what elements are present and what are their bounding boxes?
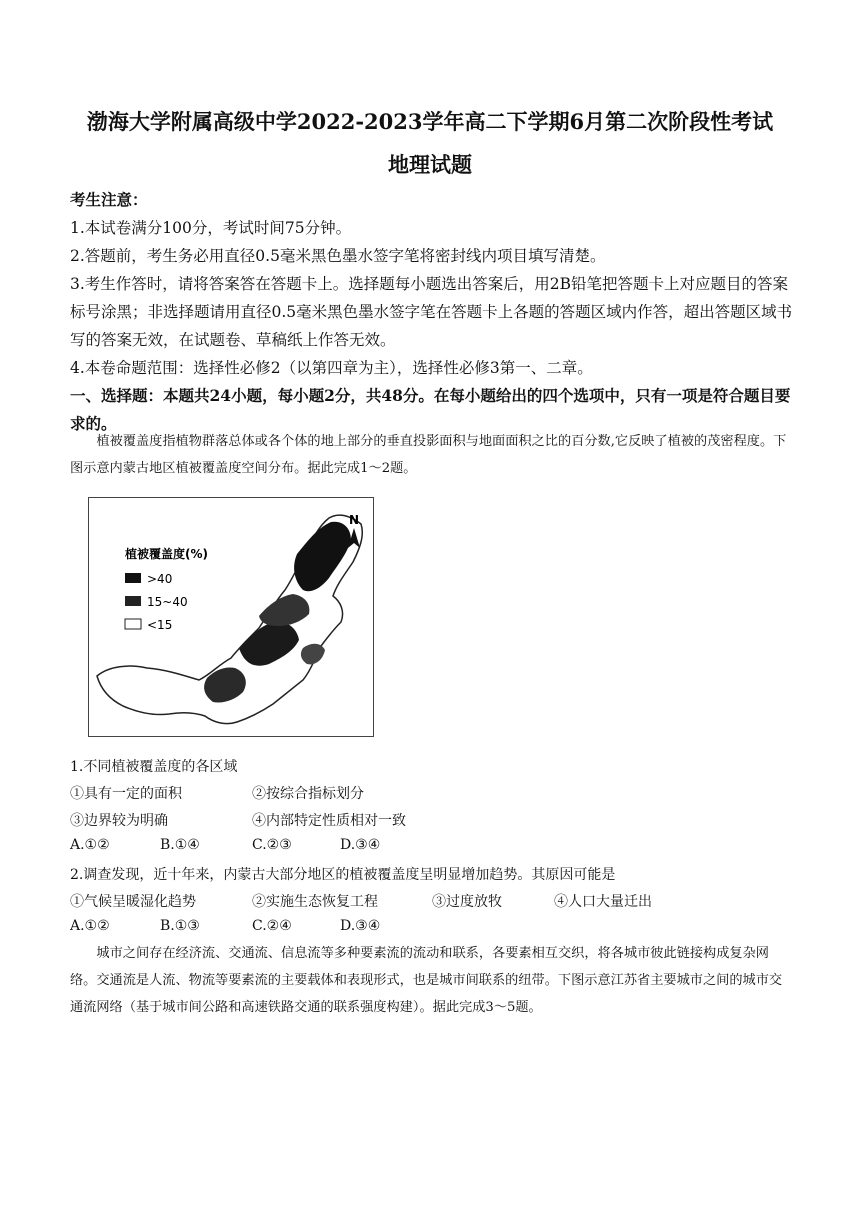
passage-2: 城市之间存在经济流、交通流、信息流等多种要素流的流动和联系，各要素相互交织，将各城市彼此链接构成复杂网络。交通流是人流、物流等要素流的主要载体和表现形式，也是城市间联系的纽带。下图示意江苏省主要城市之间的城市交通流网络（基于城市间公路和高速铁路交通的联系强度构建）。据此完成3～5题。 <box>70 946 783 1015</box>
exam-title: 渤海大学附属高级中学2022-2023学年高二下学期6月第二次阶段性考试 <box>86 109 774 134</box>
q1-statement: ③边界较为明确 <box>70 813 168 829</box>
q1-choice-a[interactable]: A.①② <box>70 837 110 853</box>
legend-label-medium: 15~40 <box>147 595 188 609</box>
section-heading: 一、选择题：本题共24小题，每小题2分，共48分。在每小题给出的四个选项中，只有一项是符合题目要求的。 <box>70 386 791 433</box>
q1-statement: ④内部特定性质相对一致 <box>252 813 406 829</box>
q1-choice-c[interactable]: C.②③ <box>252 837 292 853</box>
q2-choice-d[interactable]: D.③④ <box>340 918 381 934</box>
legend-label-high: >40 <box>147 572 173 586</box>
legend-swatch-medium <box>125 596 141 606</box>
notice-heading: 考生注意： <box>70 190 148 209</box>
q2-statement: ④人口大量迁出 <box>554 894 652 910</box>
map-legend-title: 植被覆盖度(%) <box>125 547 208 561</box>
q2-statement: ②实施生态恢复工程 <box>252 894 378 910</box>
legend-swatch-low <box>125 619 141 629</box>
q2-statement: ①气候呈暖湿化趋势 <box>70 894 196 910</box>
notice-block <box>70 186 795 438</box>
q2-choice-b[interactable]: B.①③ <box>160 918 200 934</box>
vegetation-map-figure <box>88 497 374 737</box>
question-2-stem: 2.调查发现，近十年来，内蒙古大部分地区的植被覆盖度呈明显增加趋势。其原因可能是 <box>70 867 616 883</box>
notice-item: 4.本卷命题范围：选择性必修2（以第四章为主），选择性必修3第一、二章。 <box>70 359 593 377</box>
exam-subtitle: 地理试题 <box>388 152 472 177</box>
legend-swatch-high <box>125 573 141 583</box>
q2-statement: ③过度放牧 <box>432 894 502 910</box>
notice-item: 3.考生作答时，请将答案答在答题卡上。选择题每小题选出答案后，用2B铅笔把答题卡上对应题目的答案标号涂黑；非选择题请用直径0.5毫米黑色墨水签字笔在答题卡上各题的答题区域内作答，超出答题区域书写的答案无效，在试题卷、草稿纸上作答无效。 <box>70 275 793 349</box>
question-1-stem: 1.不同植被覆盖度的各区域 <box>70 759 238 775</box>
notice-item: 1.本试卷满分100分，考试时间75分钟。 <box>70 219 352 237</box>
legend-label-low: <15 <box>147 618 173 632</box>
q1-statement: ②按综合指标划分 <box>252 786 364 802</box>
q1-choice-b[interactable]: B.①④ <box>160 837 200 853</box>
q2-choice-c[interactable]: C.②④ <box>252 918 292 934</box>
q1-choice-d[interactable]: D.③④ <box>340 837 381 853</box>
north-label: N <box>349 513 360 527</box>
high-coverage-area <box>294 522 351 592</box>
inner-mongolia-map <box>89 498 373 736</box>
notice-item: 2.答题前，考生务必用直径0.5毫米黑色墨水签字笔将密封线内项目填写清楚。 <box>70 247 606 265</box>
q1-statement: ①具有一定的面积 <box>70 786 182 802</box>
passage-1: 植被覆盖度指植物群落总体或各个体的地上部分的垂直投影面积与地面面积之比的百分数,它反映了植被的茂密程度。下图示意内蒙古地区植被覆盖度空间分布。据此完成1～2题。 <box>70 434 787 476</box>
q2-choice-a[interactable]: A.①② <box>70 918 110 934</box>
